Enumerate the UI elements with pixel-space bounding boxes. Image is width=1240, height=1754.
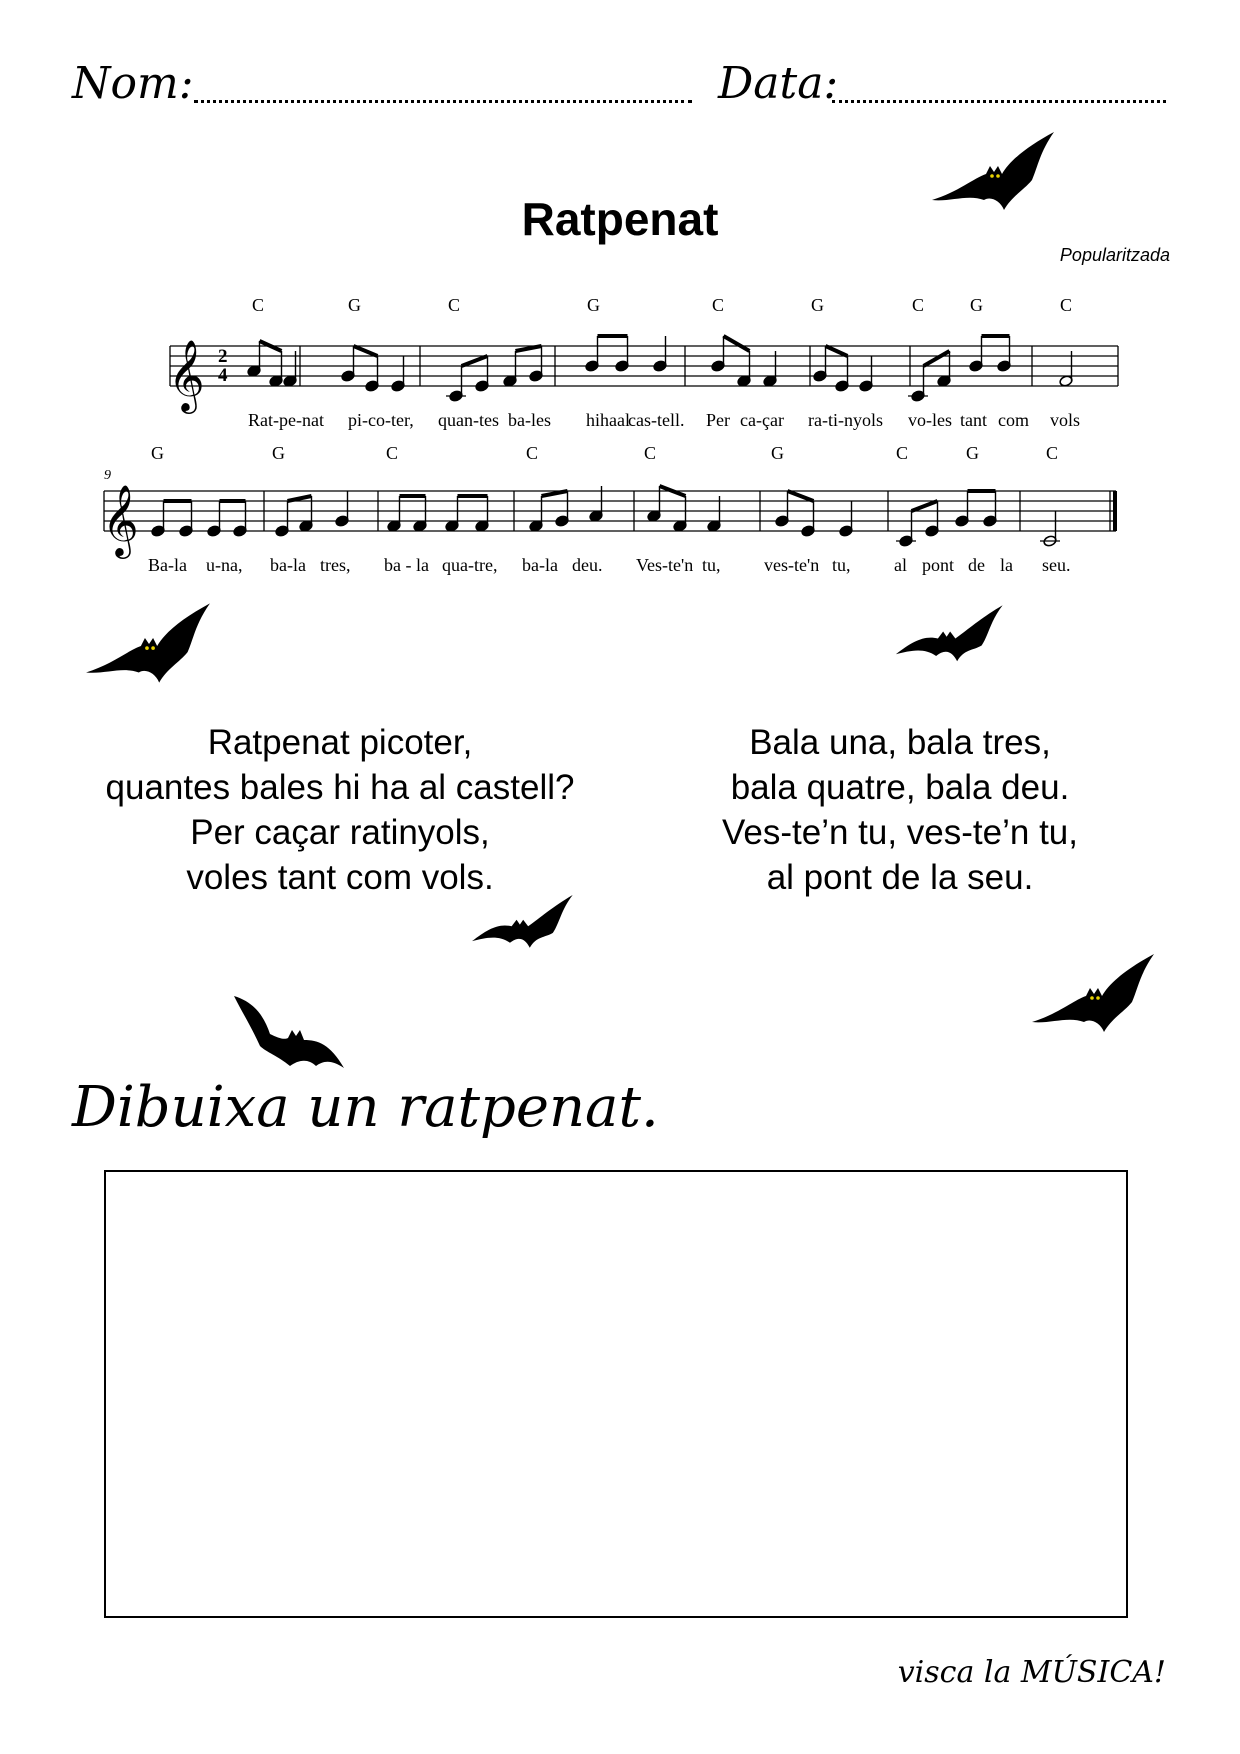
chord-label: C	[386, 443, 399, 463]
chord-label: G	[348, 295, 361, 315]
time-signature-bottom: 4	[218, 365, 228, 386]
lyric-syllable: ra-ti-nyols	[808, 410, 883, 430]
lyric-syllable: seu.	[1042, 555, 1071, 575]
lyric-syllable: vols	[1050, 410, 1081, 430]
lyric-syllable: tu,	[702, 555, 721, 575]
chord-label: G	[587, 295, 600, 315]
chord-label: G	[151, 443, 164, 463]
lyric-syllable: tu,	[832, 555, 851, 575]
lyric-syllable: hihaal	[586, 410, 630, 430]
verse-right	[620, 720, 1180, 900]
lyric-syllable: u-na,	[206, 555, 243, 575]
treble-clef-icon: 𝄞	[168, 338, 205, 411]
lyric-syllable: tres,	[320, 555, 351, 575]
lyric-syllable: Ba-la	[148, 555, 187, 575]
chord-label: G	[811, 295, 824, 315]
time-signature-top: 2	[218, 346, 228, 367]
chord-label: C	[1046, 443, 1059, 463]
verse-line: bala quatre, bala deu.	[730, 768, 1070, 807]
chord-label: C	[912, 295, 925, 315]
verse-left	[60, 720, 620, 900]
note-beam	[724, 336, 750, 351]
note-beam	[924, 351, 950, 366]
bat-icon	[232, 994, 346, 1072]
measure-number: 9	[104, 468, 111, 483]
verse-line: voles tant com vols.	[186, 858, 494, 897]
note-beam	[788, 491, 814, 501]
lyric-syllable: la	[1000, 555, 1013, 575]
lyric-syllable: quan-tes	[438, 410, 499, 430]
note-beam	[288, 496, 312, 501]
drawing-area[interactable]	[104, 1170, 1128, 1618]
chord-label: C	[448, 295, 461, 315]
note-beam	[516, 346, 542, 351]
lyric-syllable: Rat-pe-nat	[248, 410, 324, 430]
music-score	[0, 0, 1240, 600]
verse-line: Bala una, bala tres,	[749, 723, 1051, 762]
lyric-syllable: ves-te'n	[764, 555, 820, 575]
lyric-syllable: vo-les	[908, 410, 952, 430]
song-attribution: Popularitzada	[1059, 245, 1170, 265]
song-title: Ratpenat	[521, 193, 719, 245]
bat-icon	[82, 600, 214, 684]
lyric-syllable: deu.	[572, 555, 603, 575]
bat-icon	[892, 600, 1010, 670]
date-label: Data:	[718, 58, 839, 109]
lyric-syllable: qua-tre,	[442, 555, 498, 575]
lyric-syllable: de	[968, 555, 985, 575]
note-beam	[462, 356, 488, 366]
chord-label: C	[896, 443, 909, 463]
chord-label: G	[771, 443, 784, 463]
lyric-syllable: Per	[706, 410, 730, 430]
chord-label: C	[252, 295, 265, 315]
footer-text: visca la MÚSICA!	[897, 1655, 1166, 1690]
drawing-prompt: Dibuixa un ratpenat.	[72, 1075, 659, 1140]
note-beam	[542, 491, 568, 496]
chord-label: G	[970, 295, 983, 315]
lyric-syllable: tant	[960, 410, 987, 430]
lyric-syllable: pi-co-ter,	[348, 410, 414, 430]
chord-label: C	[526, 443, 539, 463]
verse-line: quantes bales hi ha al castell?	[105, 768, 575, 807]
chord-label: C	[644, 443, 657, 463]
verse-line: al pont de la seu.	[766, 858, 1034, 897]
chord-label: C	[712, 295, 725, 315]
bat-icon	[1028, 950, 1158, 1034]
treble-clef-icon: 𝄞	[102, 483, 139, 556]
chord-label: C	[1060, 295, 1073, 315]
chord-label: G	[272, 443, 285, 463]
lyric-syllable: al	[894, 555, 907, 575]
note-beam	[826, 346, 848, 356]
lyric-syllable: cas-tell.	[628, 410, 685, 430]
lyric-syllable: ca-çar	[740, 410, 784, 430]
note-beam	[354, 346, 378, 356]
verse-line: Per caçar ratinyols,	[190, 813, 490, 852]
lyric-syllable: Ves-te'n	[636, 555, 694, 575]
lyric-syllable: ba - la	[384, 555, 429, 575]
chord-label: G	[966, 443, 979, 463]
name-label: Nom:	[72, 58, 194, 109]
verse-line: Ves-te’n tu, ves-te’n tu,	[721, 813, 1078, 852]
verse-line: Ratpenat picoter,	[207, 723, 473, 762]
lyric-syllable: pont	[922, 555, 955, 575]
bat-icon	[462, 890, 586, 956]
lyric-syllable: ba-la	[270, 555, 306, 575]
lyric-syllable: ba-la	[522, 555, 558, 575]
bat-icon	[928, 130, 1058, 210]
notes-line-2	[151, 486, 1060, 547]
note-beam	[912, 501, 938, 511]
lyric-syllable: com	[998, 410, 1029, 430]
lyric-syllable: ba-les	[508, 410, 551, 430]
